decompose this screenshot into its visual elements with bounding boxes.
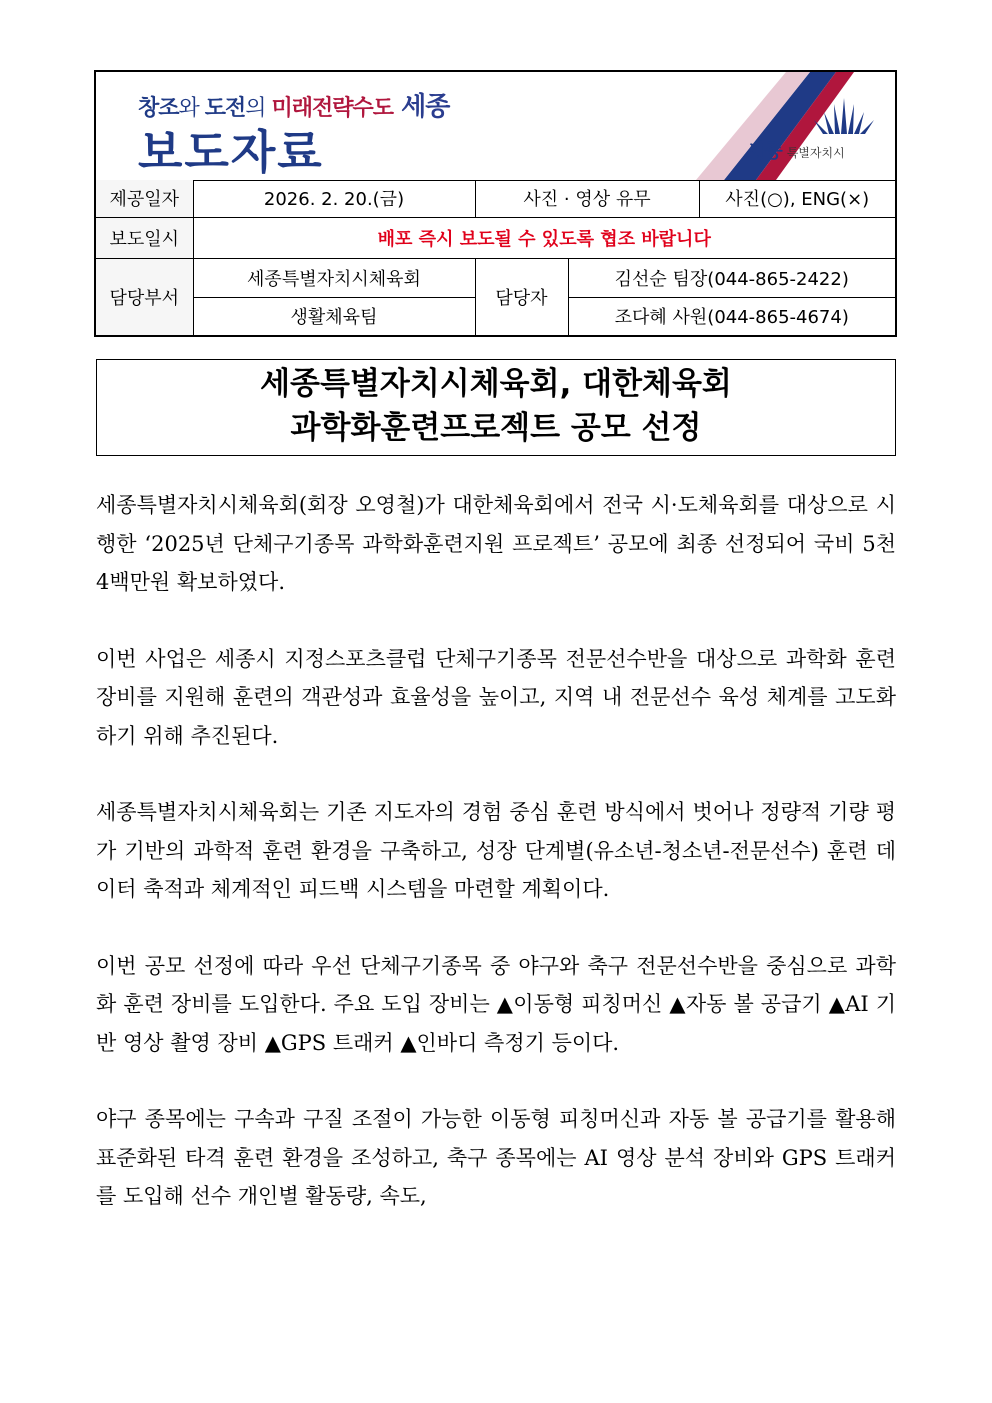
slogan-word-challenge: 도전 bbox=[204, 96, 246, 121]
media-label: 사진 · 영상 유무 bbox=[475, 180, 699, 217]
provide-date-label: 제공일자 bbox=[96, 180, 193, 217]
slogan-particle-2: 의 bbox=[245, 96, 272, 121]
press-release-header bbox=[94, 70, 897, 337]
slogan-word-sejong: 세종 bbox=[393, 92, 450, 122]
release-info-table bbox=[96, 180, 895, 336]
press-release-title: 보도자료 bbox=[138, 125, 324, 179]
article-body bbox=[96, 486, 896, 1254]
slogan-particle: 와 bbox=[178, 96, 205, 121]
paragraph: 이번 사업은 세종시 지정스포츠클럽 단체구기종목 전문선수반을 대상으로 과학화 훈련 장비를 지원해 훈련의 객관성과 효율성을 높이고, 지역 내 전문선수 육성 체계를 고도화하기 위해 추진된다. bbox=[96, 646, 896, 748]
paragraph: 이번 공모 선정에 따라 우선 단체구기종목 중 야구와 축구 전문선수반을 중심으로 과학화 훈련 장비를 도입한다. 주요 도입 장비는 ▲이동형 피칭머신 ▲자동 볼 공급기 ▲AI 기반 영상 촬영 장비 ▲GPS 트래커 ▲인바디 측정기 등이다. bbox=[96, 953, 896, 1055]
department-value: 세종특별자치시체육회 bbox=[193, 258, 475, 297]
media-value: 사진(○), ENG(×) bbox=[699, 180, 895, 217]
logo-name: 세종 bbox=[746, 140, 783, 162]
department-label: 담당부서 bbox=[96, 258, 193, 335]
contact-person-1: 김선순 팀장(044-865-2422) bbox=[568, 258, 895, 297]
article-title-line-2: 과학화훈련프로젝트 공모 선정 bbox=[290, 410, 702, 446]
release-time-label: 보도일시 bbox=[96, 217, 193, 258]
banner bbox=[96, 72, 895, 181]
sejong-logo-text bbox=[746, 136, 845, 163]
team-value: 생활체육팀 bbox=[193, 297, 475, 335]
release-time-value: 배포 즉시 보도될 수 있도록 협조 바랍니다 bbox=[193, 217, 895, 258]
logo-suffix: 특별자치시 bbox=[786, 146, 845, 160]
paragraph: 세종특별자치시체육회는 기존 지도자의 경험 중심 훈련 방식에서 벗어나 정량적 기량 평가 기반의 과학적 훈련 환경을 구축하고, 성장 단계별(유소년-청소년-전문선수) 훈련 데이터 축적과 체계적인 피드백 시스템을 마련할 계획이다. bbox=[96, 800, 896, 901]
provide-date-value: 2026. 2. 20.(금) bbox=[193, 180, 475, 217]
article-title-box bbox=[96, 359, 896, 456]
decorative-stripes bbox=[96, 72, 895, 180]
article-title-line-1: 세종특별자치시체육회, 대한체육회 bbox=[260, 366, 732, 402]
paragraph: 야구 종목에는 구속과 구질 조절이 가능한 이동형 피칭머신과 자동 볼 공급기를 활용해 표준화된 타격 훈련 환경을 조성하고, 축구 종목에는 AI 영상 분석 장비와 GPS 트래커를 도입해 선수 개인별 활동량, 속도, bbox=[96, 1107, 896, 1208]
contact-person-2: 조다혜 사원(044-865-4674) bbox=[568, 297, 895, 335]
slogan-word-future-capital: 미래전략수도 bbox=[271, 96, 394, 121]
sejong-logo-icon bbox=[804, 94, 884, 138]
paragraph: 세종특별자치시체육회(회장 오영철)가 대한체육회에서 전국 시·도체육회를 대상으로 시행한 ‘2025년 단체구기종목 과학화훈련지원 프로젝트’ 공모에 최종 선정되어 국비 5천 4백만원 확보하였다. bbox=[96, 493, 896, 594]
contact-label: 담당자 bbox=[475, 258, 568, 335]
slogan-word-creation: 창조 bbox=[138, 96, 179, 121]
